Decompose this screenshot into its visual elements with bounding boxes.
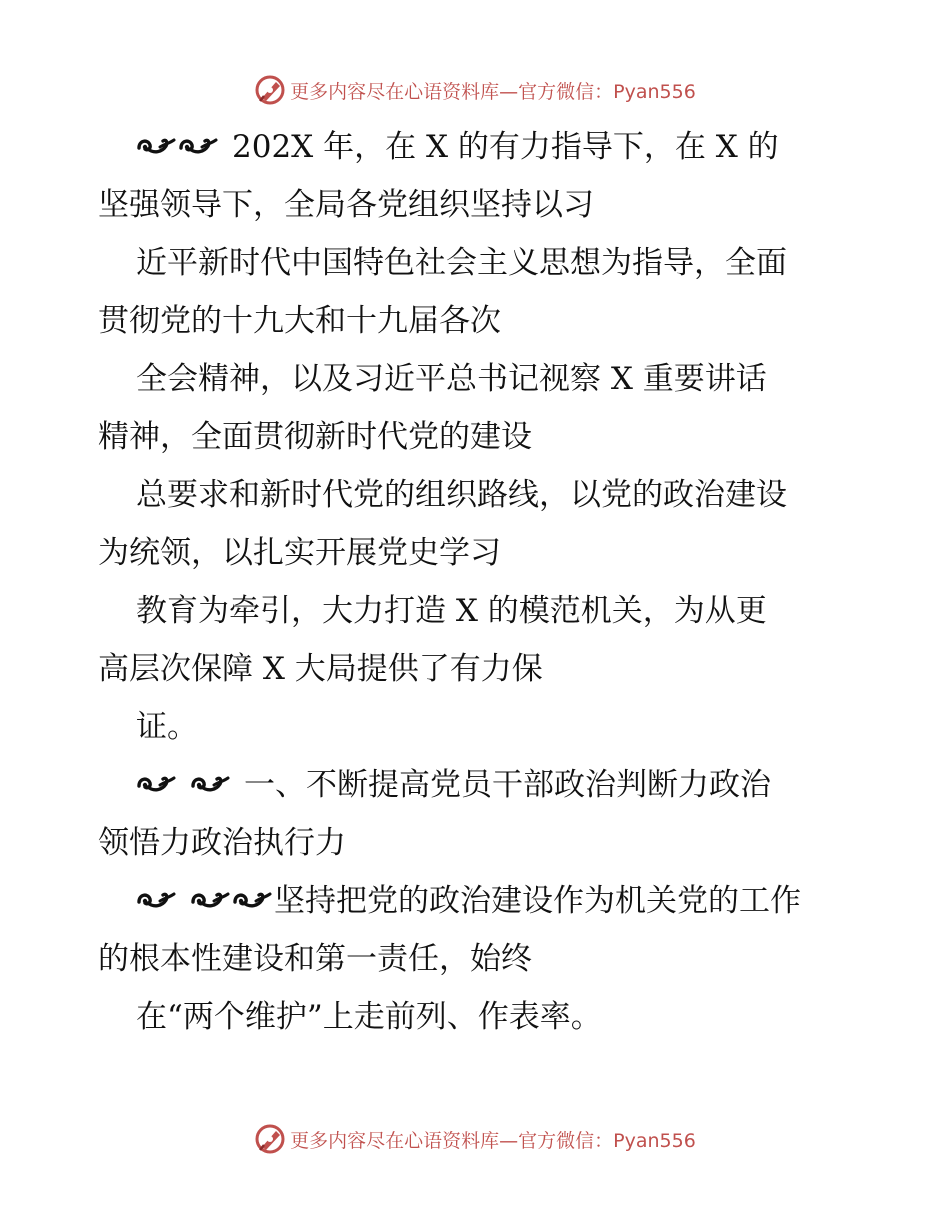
paragraph-line — [98, 350, 858, 408]
paragraph-text: 贯彻党的十九大和十九届各次 — [98, 303, 501, 339]
header-banner — [0, 70, 950, 110]
header-banner-text: 更多内容尽在心语资料库—官方微信：Pyan556 — [290, 80, 696, 103]
flourish-ornament-icon — [190, 772, 230, 796]
paragraph-line — [98, 930, 858, 988]
paragraph-line — [98, 872, 858, 930]
footer-banner — [0, 1119, 950, 1159]
paragraph-text: 证。 — [136, 709, 198, 745]
paragraph-line — [98, 582, 858, 640]
paragraph-line — [98, 524, 858, 582]
paragraph-line — [98, 756, 858, 814]
document-body — [98, 118, 858, 1046]
section-heading-text: 领悟力政治执行力 — [98, 825, 346, 861]
paragraph-line — [98, 118, 858, 176]
paragraph-text: 202X 年，在 X 的有力指导下，在 X 的 — [232, 129, 779, 165]
paragraph-text: 的根本性建设和第一责任，始终 — [98, 941, 532, 977]
paragraph-text: 近平新时代中国特色社会主义思想为指导，全面 — [136, 245, 787, 281]
paragraph-line — [98, 988, 858, 1046]
flourish-ornament-icon — [190, 888, 230, 912]
paragraph-line — [98, 466, 858, 524]
pen-logo-icon — [254, 1123, 286, 1155]
paragraph-text: 全会精神，以及习近平总书记视察 X 重要讲话 — [136, 361, 767, 397]
flourish-ornament-icon — [136, 772, 176, 796]
paragraph-text: 高层次保障 X 大局提供了有力保 — [98, 651, 543, 687]
paragraph-text: 总要求和新时代党的组织路线，以党的政治建设 — [136, 477, 787, 513]
paragraph-line — [98, 698, 858, 756]
paragraph-text: 教育为牵引，大力打造 X 的模范机关，为从更 — [136, 593, 767, 629]
footer-banner-text: 更多内容尽在心语资料库—官方微信：Pyan556 — [290, 1129, 696, 1152]
paragraph-line — [98, 234, 858, 292]
paragraph-text: 坚持把党的政治建设作为机关党的工作 — [274, 883, 801, 919]
paragraph-line — [98, 814, 858, 872]
paragraph-line — [98, 640, 858, 698]
paragraph-line — [98, 176, 858, 234]
section-heading-text: 一、不断提高党员干部政治判断力政治 — [244, 767, 771, 803]
flourish-ornament-icon — [232, 888, 272, 912]
paragraph-line — [98, 408, 858, 466]
flourish-ornament-icon — [178, 134, 218, 158]
flourish-ornament-icon — [136, 134, 176, 158]
paragraph-text: 在“两个维护”上走前列、作表率。 — [136, 999, 602, 1035]
flourish-ornament-icon — [136, 888, 176, 912]
paragraph-text: 精神，全面贯彻新时代党的建设 — [98, 419, 532, 455]
paragraph-line — [98, 292, 858, 350]
paragraph-text: 坚强领导下，全局各党组织坚持以习 — [98, 187, 594, 223]
paragraph-text: 为统领，以扎实开展党史学习 — [98, 535, 501, 571]
pen-logo-icon — [254, 74, 286, 106]
